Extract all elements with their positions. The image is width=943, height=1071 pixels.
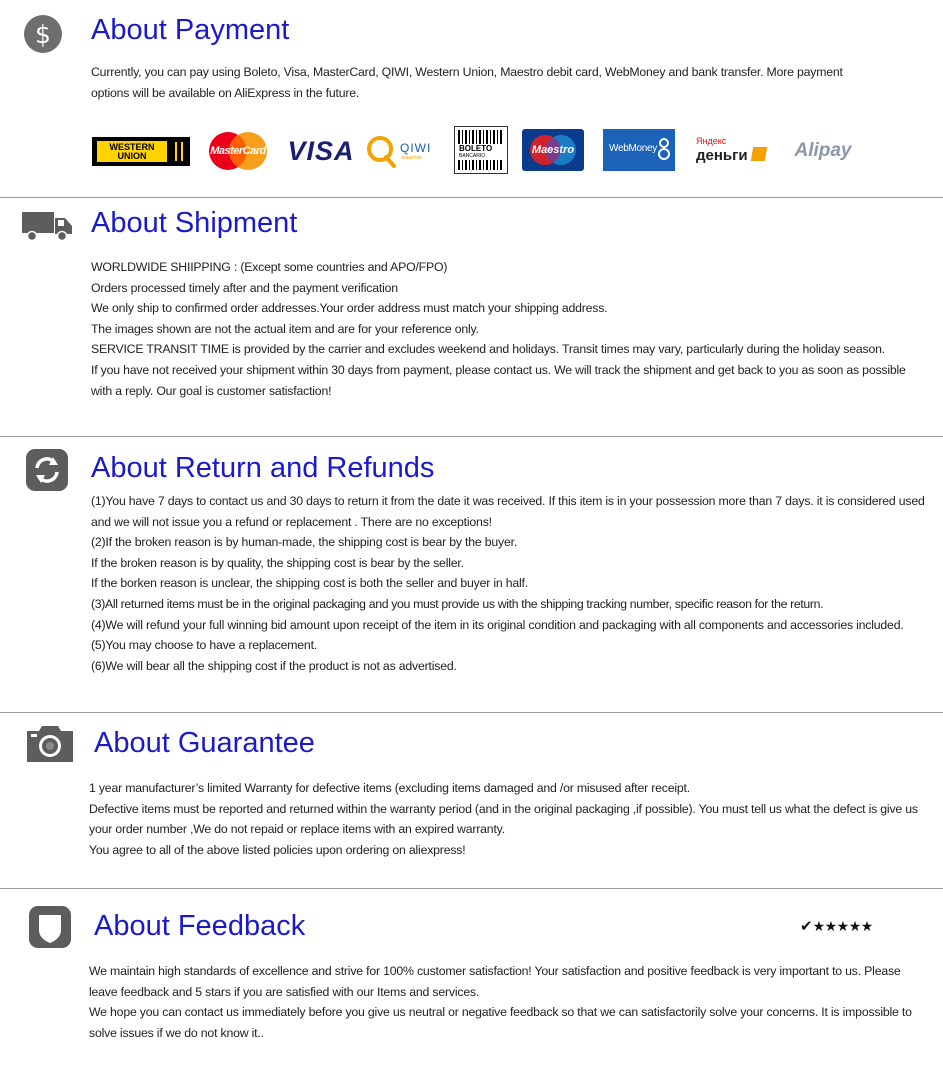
shipment-line: If you have not received your shipment within 30 days from payment, please contact us. We will track the shipment and get back to you as soon as possible with a reply. Our goal is customer satisfaction! [91,362,906,398]
maestro-logo: Maestro [522,129,584,171]
payment-text [91,62,881,103]
check-icon: ✔ [800,918,813,935]
divider [0,436,943,437]
returns-line: (4)We will refund your full winning bid amount upon receipt of the item in its original condition and packaging with all components and accessories included. [91,617,904,632]
returns-line: (5)You may choose to have a replacement. [91,638,318,653]
qiwi-logo: QIWI кошелек [366,132,444,170]
payment-logos [90,126,870,174]
visa-logo: VISA [287,135,355,166]
payment-title: About Payment [91,14,290,46]
shipment-line: WORLDWIDE SHIIPPING : (Except some countries and APO/FPO) [91,260,448,274]
dollar-icon [24,15,62,53]
shipment-text [91,257,921,401]
divider [0,888,943,889]
feedback-line: We hope you can contact us immediately before you give us neutral or negative feedback so that we can satisfactorily solve your concerns. It is impossible to solve issues if we do not know it.. [89,1005,912,1040]
returns-line: (1)You have 7 days to contact us and 30 days to return it from the date it was received. If this item is in your possession more than 7 days. it is considered used and we will not issue you a refund or replacement . There are no exceptions! [91,494,925,529]
stars: ★★★★★ [812,918,873,934]
mastercard-logo: MasterCard [206,131,270,171]
shipment-line: SERVICE TRANSIT TIME is provided by the carrier and excludes weekend and holidays. Transit times may vary, particularly during the holiday season. [91,342,885,357]
feedback-text [89,961,914,1043]
returns-line: (6)We will bear all the shipping cost if the product is not as advertised. [91,658,457,673]
svg-text:$: $ [35,20,51,49]
truck-icon [22,212,72,241]
boleto-logo: BOLETO BANCARIO [454,126,508,174]
star-rating [800,917,873,935]
returns-text [91,491,926,676]
camera-icon [27,726,73,762]
shield-icon [29,906,71,948]
guarantee-line: Defective items must be reported and returned within the warranty period (and in the original packaging ,if possible). You must tell us what the defect is give us your order number ,We do not repaid or replace items with an expired warranty. [89,801,918,837]
returns-line: If the broken reason is by quality, the shipping cost is bear by the seller. [91,555,464,570]
webmoney-logo: WebMoney [603,129,675,171]
returns-line: (3)All returned items must be in the original packaging and you must provide us with the shipping tracking number, specific reason for the return. [91,596,824,611]
shipment-title: About Shipment [91,207,298,239]
divider [0,712,943,713]
yandex-money-logo: Яндекс деньги [694,132,774,170]
guarantee-text [89,778,919,860]
returns-line: (2)If the broken reason is by human-made, the shipping cost is bear by the buyer. [91,535,518,550]
refresh-icon [26,449,68,491]
shipment-line: Orders processed timely after and the payment verification [91,280,398,295]
alipay-logo: Alipay [794,140,852,161]
shipment-line: We only ship to confirmed order addresses.Your order address must match your shipping address. [91,301,608,316]
guarantee-title: About Guarantee [94,727,315,759]
returns-line: If the borken reason is unclear, the shipping cost is both the seller and buyer in half. [91,576,528,591]
feedback-line: We maintain high standards of excellence and strive for 100% customer satisfaction! Your satisfaction and positive feedback is very important to us. Please leave feedback and 5 stars if you are satisfied with our Items and services. [89,964,901,999]
western-union-logo: WESTERN UNION [92,137,190,166]
divider [0,197,943,198]
shipment-line: The images shown are not the actual item and are for your reference only. [91,321,479,336]
payment-paragraph: Currently, you can pay using Boleto, Visa, MasterCard, QIWI, Western Union, Maestro debit card, WebMoney and bank transfer. More payment options will be available on AliExpress in the future. [91,65,843,100]
guarantee-line: You agree to all of the above listed policies upon ordering on aliexpress! [89,842,466,857]
feedback-title: About Feedback [94,910,306,942]
guarantee-line: 1 year manufacturer’s limited Warranty for defective items (excluding items damaged and /or misused after receipt. [89,781,690,795]
returns-title: About Return and Refunds [91,452,435,484]
